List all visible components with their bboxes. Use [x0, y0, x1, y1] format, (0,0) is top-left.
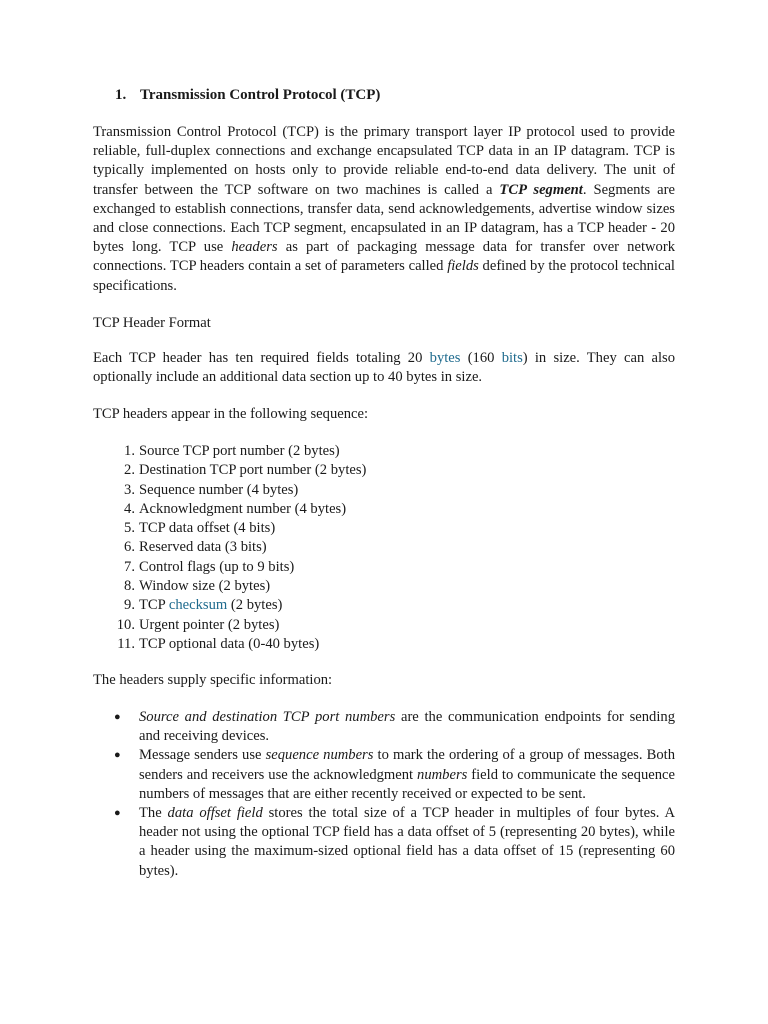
- list-item: [111, 500, 366, 519]
- header-field-list: [111, 442, 366, 654]
- bullet-text: field to communicate the sequence numbers of messages that are either recently received or expected to be sent.: [139, 766, 675, 802]
- fields-term: fields: [447, 258, 479, 275]
- info-bullet-list: [110, 708, 675, 881]
- bullet-text: are the communication endpoints for sending and receiving devices.: [139, 709, 676, 745]
- list-item: [111, 558, 366, 577]
- bits-link[interactable]: bits: [501, 350, 523, 366]
- size-text-1: Each TCP header has ten required fields totaling 20: [93, 350, 430, 366]
- bytes-link[interactable]: bytes: [429, 350, 461, 366]
- list-item: [111, 442, 366, 461]
- list-number: 5.: [124, 520, 135, 537]
- list-item-text: Acknowledgment number (4 bytes): [139, 500, 347, 517]
- intro-paragraph: [93, 123, 675, 296]
- list-item-text-suffix: (2 bytes): [227, 597, 283, 614]
- bullet-icon: ●: [114, 711, 121, 723]
- list-number: 11.: [117, 635, 135, 652]
- list-item: [111, 461, 366, 480]
- info-intro: The headers supply specific information:: [93, 672, 333, 688]
- bullet-text: Message senders use: [139, 747, 266, 764]
- list-item: [111, 616, 366, 635]
- header-format-heading: TCP Header Format: [93, 315, 211, 331]
- size-text-2: (160: [460, 350, 502, 366]
- list-number: 1.: [124, 443, 135, 459]
- intro-text-3: as part of packaging message data for transfer over network connections. TCP headers contain a set of parameters called: [93, 239, 675, 275]
- list-number: 8.: [124, 578, 135, 595]
- data-offset-term: data offset field: [167, 805, 263, 822]
- headers-term: headers: [231, 239, 278, 256]
- section-title-text: Transmission Control Protocol (TCP): [140, 87, 381, 103]
- list-item-text: Source TCP port number (2 bytes): [139, 443, 340, 459]
- sequence-intro: TCP headers appear in the following sequence:: [93, 406, 369, 422]
- section-title: [93, 87, 675, 104]
- list-item: [110, 746, 675, 804]
- list-number: 9.: [124, 597, 135, 614]
- list-item: [111, 519, 366, 538]
- numbers-term: numbers: [417, 766, 468, 783]
- list-item: [111, 538, 366, 557]
- list-item: [111, 481, 366, 500]
- bullet-icon: ●: [114, 807, 121, 820]
- list-item: [111, 596, 366, 615]
- bullet-text: to mark the ordering of a group of messages. Both senders and receivers use the acknowledgment: [139, 747, 675, 783]
- list-number: 2.: [124, 462, 135, 479]
- intro-text-4: defined by the protocol technical specifications.: [93, 258, 675, 294]
- list-item-text: TCP optional data (0-40 bytes): [139, 635, 320, 652]
- list-item-text: TCP: [139, 597, 169, 614]
- sequence-numbers-term: sequence numbers: [265, 747, 374, 764]
- list-item: [111, 577, 366, 596]
- intro-text-1: Transmission Control Protocol (TCP) is the primary transport layer IP protocol used to provide reliable, full-duplex connections and exchange encapsulated TCP data in an IP datagram. TCP is typically implemented on hosts only to provide reliable end-to-end data delivery. The unit of transfer between the TCP software on two machines is called a: [93, 124, 675, 198]
- list-number: 10.: [116, 616, 135, 633]
- list-item-text: Window size (2 bytes): [139, 578, 271, 595]
- bullet-icon: ●: [114, 749, 121, 762]
- bullet-text: stores the total size of a TCP header in multiples of four bytes. A header not using the optional TCP field has a data offset of 5 (representing 20 bytes), while a header using the maximum-sized optional field has a data offset of 15 (representing 60 bytes).: [139, 805, 675, 879]
- checksum-link[interactable]: checksum: [168, 597, 228, 614]
- list-item-text: Reserved data (3 bits): [139, 539, 267, 556]
- list-item-text: Destination TCP port number (2 bytes): [139, 462, 367, 479]
- list-number: 4.: [124, 500, 135, 517]
- intro-text-2: . Segments are exchanged to establish connections, transfer data, send acknowledgements, advertise window sizes and close connections. Each TCP segment, encapsulated in an IP datagram, has a TCP header - 20 bytes long. TCP use: [93, 181, 675, 256]
- list-number: 3.: [124, 481, 135, 498]
- list-number: 6.: [124, 539, 135, 556]
- list-item: [111, 635, 366, 654]
- list-item-text: TCP data offset (4 bits): [139, 520, 276, 537]
- size-paragraph: [93, 349, 675, 387]
- port-numbers-term: Source and destination TCP port numbers: [139, 709, 396, 725]
- list-item: [110, 804, 675, 881]
- size-text-3: ) in size. They can also optionally include an additional data section up to 40 bytes in size.: [93, 350, 675, 386]
- list-item-text: Control flags (up to 9 bits): [139, 558, 295, 575]
- list-item-text: Urgent pointer (2 bytes): [139, 616, 280, 633]
- tcp-segment-term: TCP segment: [499, 181, 583, 198]
- list-item-text: Sequence number (4 bytes): [139, 481, 299, 498]
- list-item: [110, 708, 675, 746]
- list-number: 7.: [124, 558, 135, 575]
- bullet-text: The: [139, 805, 168, 822]
- section-number: 1.: [115, 87, 127, 103]
